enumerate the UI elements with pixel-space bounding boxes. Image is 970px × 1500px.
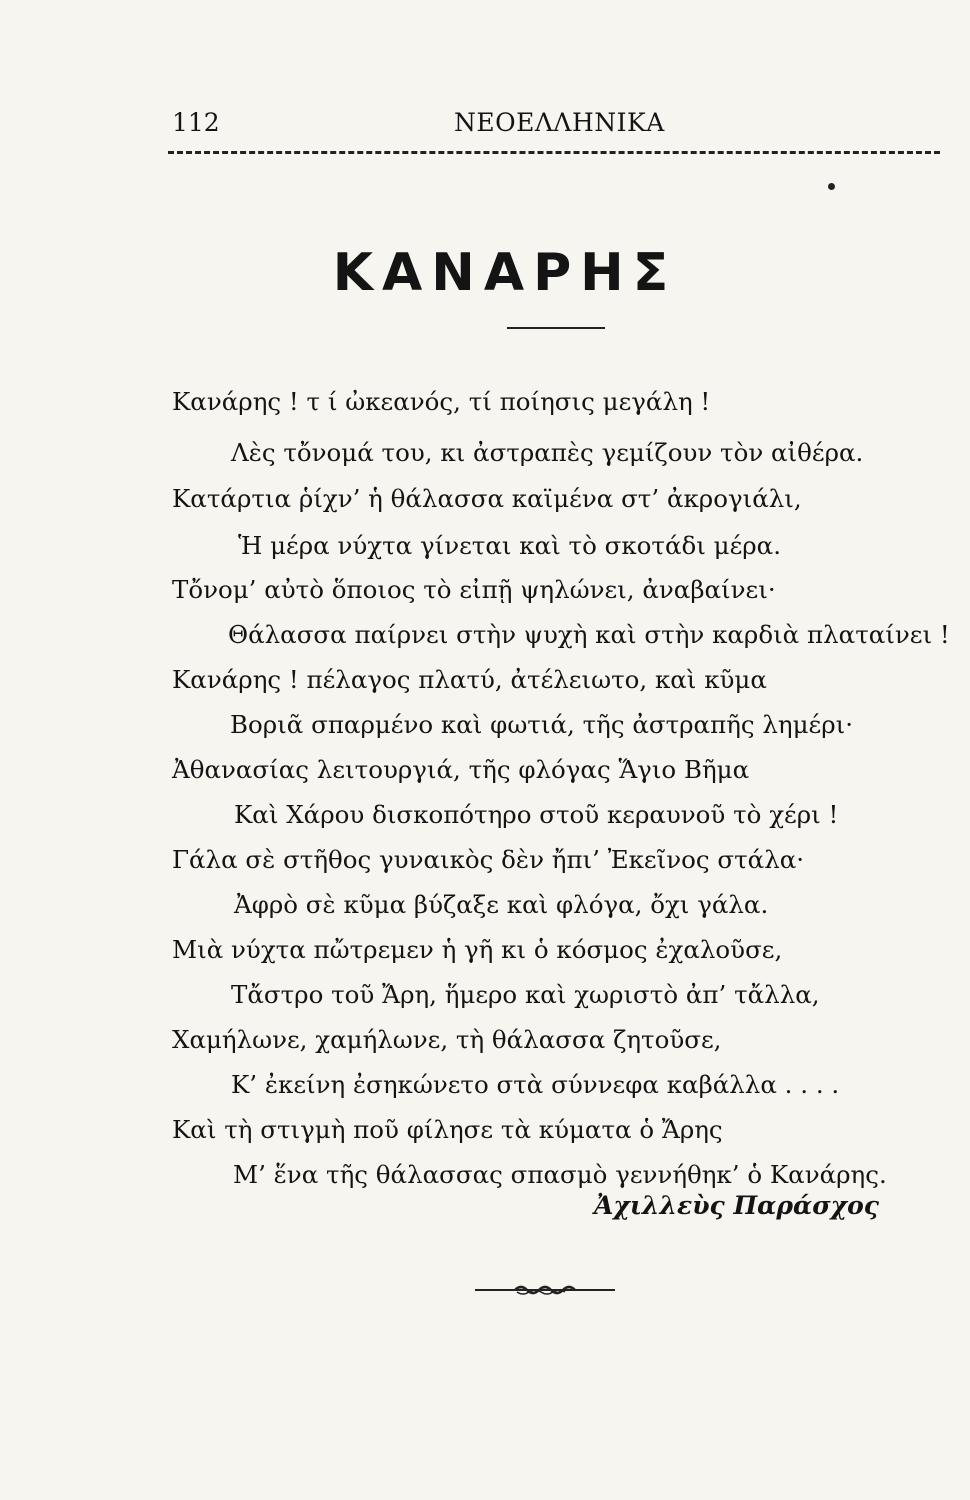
title-rule: [507, 327, 605, 329]
header-rule: [168, 151, 940, 154]
poem-line: Βοριᾶ σπαρμένο καὶ φωτιά, τῆς ἀστραπῆς λημέρι·: [230, 710, 854, 739]
running-title: ΝΕΟΕΛΛΗΝΙΚΑ: [454, 108, 665, 137]
poem-line: Καὶ Χάρου δισκοπότηρο στοῦ κεραυνοῦ τὸ χέρι !: [234, 800, 839, 829]
author-signature: Ἀχιλλεὺς Παράσχος: [594, 1191, 879, 1220]
poem-line: Τὄνομ’ αὐτὸ ὅποιος τὸ εἰπῇ ψηλώνει, ἀναβαίνει·: [172, 575, 776, 604]
poem-line: Χαμήλωνε, χαμήλωνε, τὴ θάλασσα ζητοῦσε,: [172, 1025, 722, 1054]
poem-line: Μ’ ἕνα τῆς θάλασσας σπασμὸ γεννήθηκ’ ὁ Κανάρης.: [233, 1160, 887, 1189]
poem-line: Καὶ τὴ στιγμὴ ποῦ φίλησε τὰ κύματα ὁ Ἄρης: [172, 1115, 723, 1144]
poem-line: Κανάρης ! πέλαγος πλατύ, ἀτέλειωτο, καὶ κῦμα: [172, 665, 767, 694]
poem-title: ΚΑΝΑΡΗΣ: [332, 243, 678, 303]
ink-dot: [828, 183, 835, 190]
poem-line: Κατάρτια ῥίχν’ ἡ θάλασσα καϊμένα στ’ ἀκρογιάλι,: [172, 484, 802, 513]
poem-line: Κ’ ἐκείνη ἐσηκώνετο στὰ σύννεφα καβάλλα . . . .: [231, 1070, 840, 1099]
running-head: [0, 108, 970, 148]
poem-line: Ἀφρὸ σὲ κῦμα βύζαξε καὶ φλόγα, ὄχι γάλα.: [234, 890, 769, 919]
end-ornament: [475, 1283, 615, 1297]
poem-line: Ἀθανασίας λειτουργιά, τῆς φλόγας Ἅγιο Βῆμα: [172, 755, 750, 784]
poem-line: Λὲς τὄνομά του, κι ἀστραπὲς γεμίζουν τὸν αἰθέρα.: [231, 438, 864, 467]
poem-line: Ἡ μέρα νύχτα γίνεται καὶ τὸ σκοτάδι μέρα.: [238, 531, 782, 560]
poem-line: Θάλασσα παίρνει στὴν ψυχὴ καὶ στὴν καρδιὰ πλαταίνει !: [228, 620, 950, 649]
poem-line: Τἄστρο τοῦ Ἄρη, ἥμερο καὶ χωριστὸ ἀπ’ τἄλλα,: [231, 980, 820, 1009]
poem-line: Κανάρης ! τ ί ὠκεανός, τί ποίησις μεγάλη !: [172, 387, 711, 416]
poem-line: Μιὰ νύχτα πὤτρεμεν ἡ γῆ κι ὁ κόσμος ἐχαλοῦσε,: [172, 935, 783, 964]
poem-line: Γάλα σὲ στῆθος γυναικὸς δὲν ἤπι’ Ἐκεῖνος στάλα·: [172, 845, 805, 874]
page-number: 112: [172, 108, 220, 137]
